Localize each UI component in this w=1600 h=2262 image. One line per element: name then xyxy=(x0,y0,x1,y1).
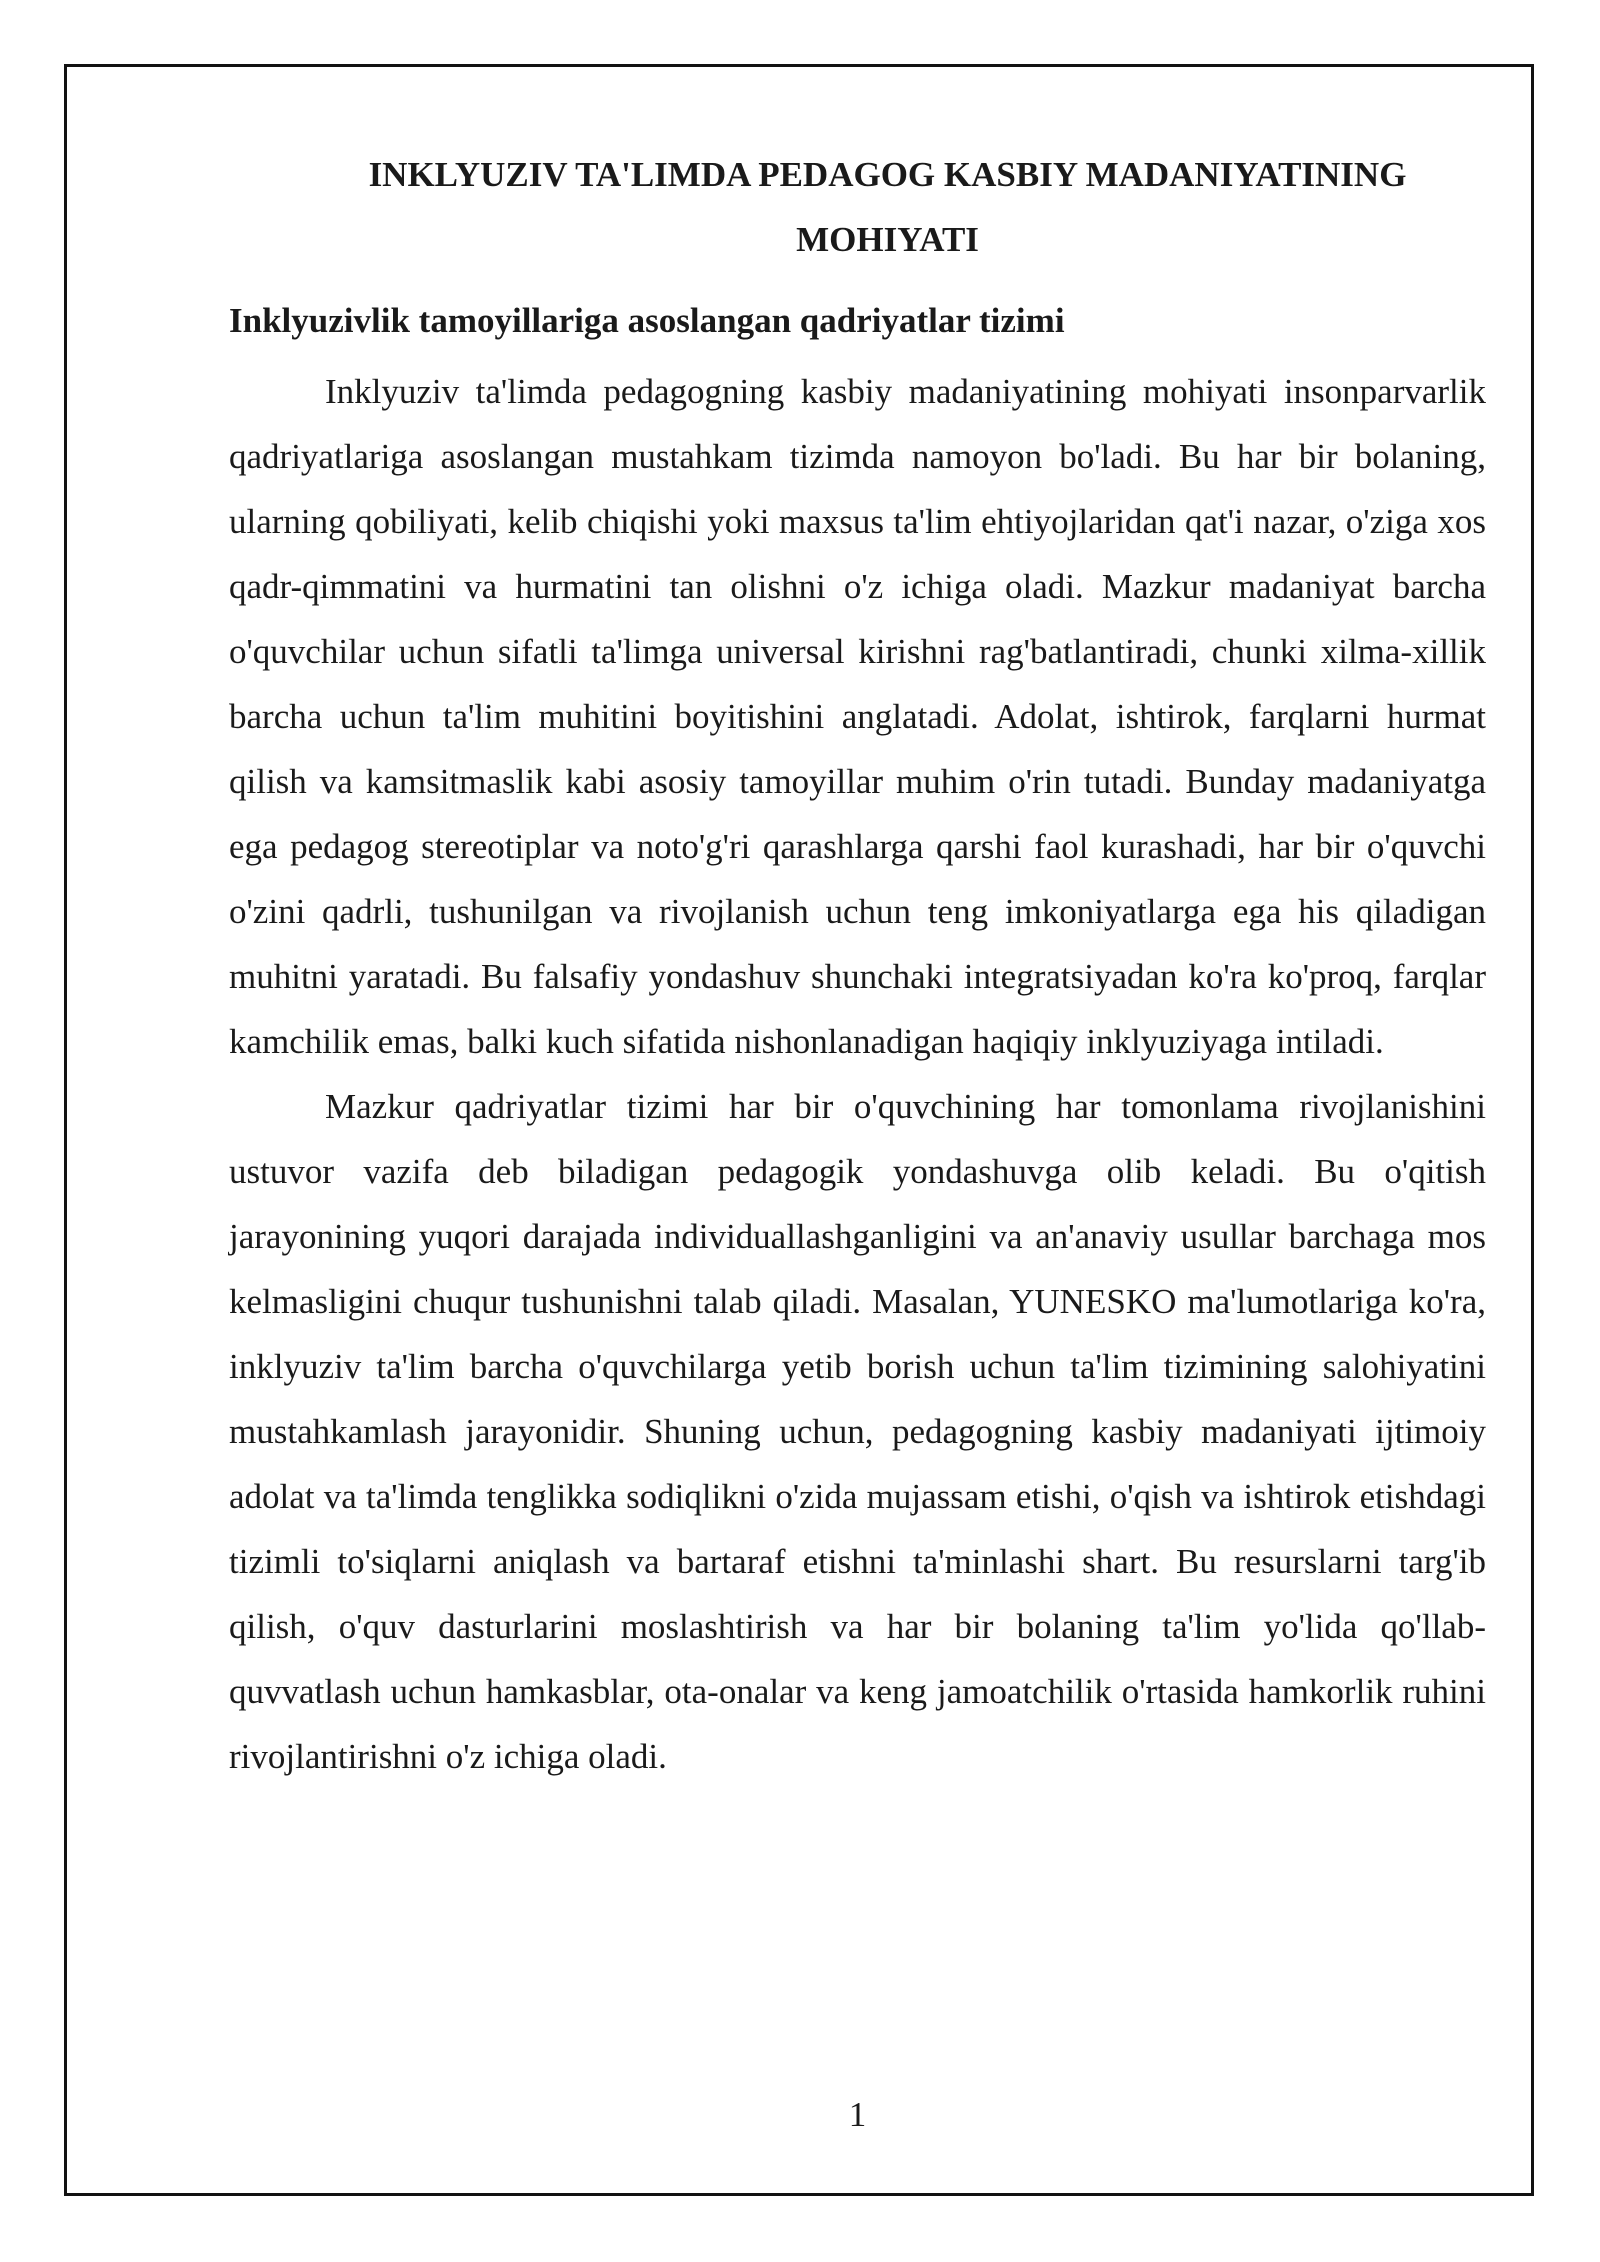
paragraph-1: Inklyuziv ta'limda pedagogning kasbiy madaniyatining mohiyati insonparvarlik qadriyatlariga asoslangan mustahkam tizimda namoyon bo'ladi. Bu har bir bolaning, ularning qobiliyati, kelib chiqishi yoki maxsus ta'lim ehtiyojlaridan qat'i nazar, o'ziga xos qadr-qimmatini va hurmatini tan olishni o'z ichiga oladi. Mazkur madaniyat barcha o'quvchilar uchun sifatli ta'limga universal kirishni rag'batlantiradi, chunki xilma-xillik barcha uchun ta'lim muhitini boyitishini anglatadi. Adolat, ishtirok, farqlarni hurmat qilish va kamsitmaslik kabi asosiy tamoyillar muhim o'rin tutadi. Bunday madaniyatga ega pedagog stereotiplar va noto'g'ri qarashlarga qarshi faol kurashadi, har bir o'quvchi o'zini qadrli, tushunilgan va rivojlanish uchun teng imkoniyatlarga ega his qiladigan muhitni yaratadi. Bu falsafiy yondashuv shunchaki integratsiyadan ko'ra ko'proq, farqlar kamchilik emas, balki kuch sifatida nishonlanadigan haqiqiy inklyuziyaga intiladi. xyxy=(229,372,1486,1061)
page-number: 1 xyxy=(848,2095,867,2134)
paragraph-2: Mazkur qadriyatlar tizimi har bir o'quvchining har tomonlama rivojlanishini ustuvor vazifa deb biladigan pedagogik yondashuvga olib keladi. Bu o'qitish jarayonining yuqori darajada individuallashganligini va an'anaviy usullar barchaga mos kelmasligini chuqur tushunishni talab qiladi. Masalan, YUNESKO ma'lumotlariga ko'ra, inklyuziv ta'lim barcha o'quvchilarga yetib borish uchun ta'lim tizimining salohiyatini mustahkamlash jarayonidir. Shuning uchun, pedagogning kasbiy madaniyati ijtimoiy adolat va ta'limda tenglikka sodiqlikni o'zida mujassam etishi, o'qish va ishtirok etishdagi tizimli to'siqlarni aniqlash va bartaraf etishni ta'minlashi shart. Bu resurslarni targ'ib qilish, o'quv dasturlarini moslashtirish va har bir bolaning ta'lim yo'lida qo'llab-quvvatlash uchun hamkasblar, ota-onalar va keng jamoatchilik o'rtasida hamkorlik ruhini rivojlantirishni o'z ichiga oladi. xyxy=(229,1087,1486,1776)
section-heading: Inklyuzivlik tamoyillariga asoslangan qadriyatlar tizimi xyxy=(229,301,1065,340)
document-body xyxy=(229,142,1486,1789)
document-title: INKLYUZIV TA'LIMDA PEDAGOG KASBIY MADANIYATINING MOHIYATI xyxy=(368,155,1407,259)
